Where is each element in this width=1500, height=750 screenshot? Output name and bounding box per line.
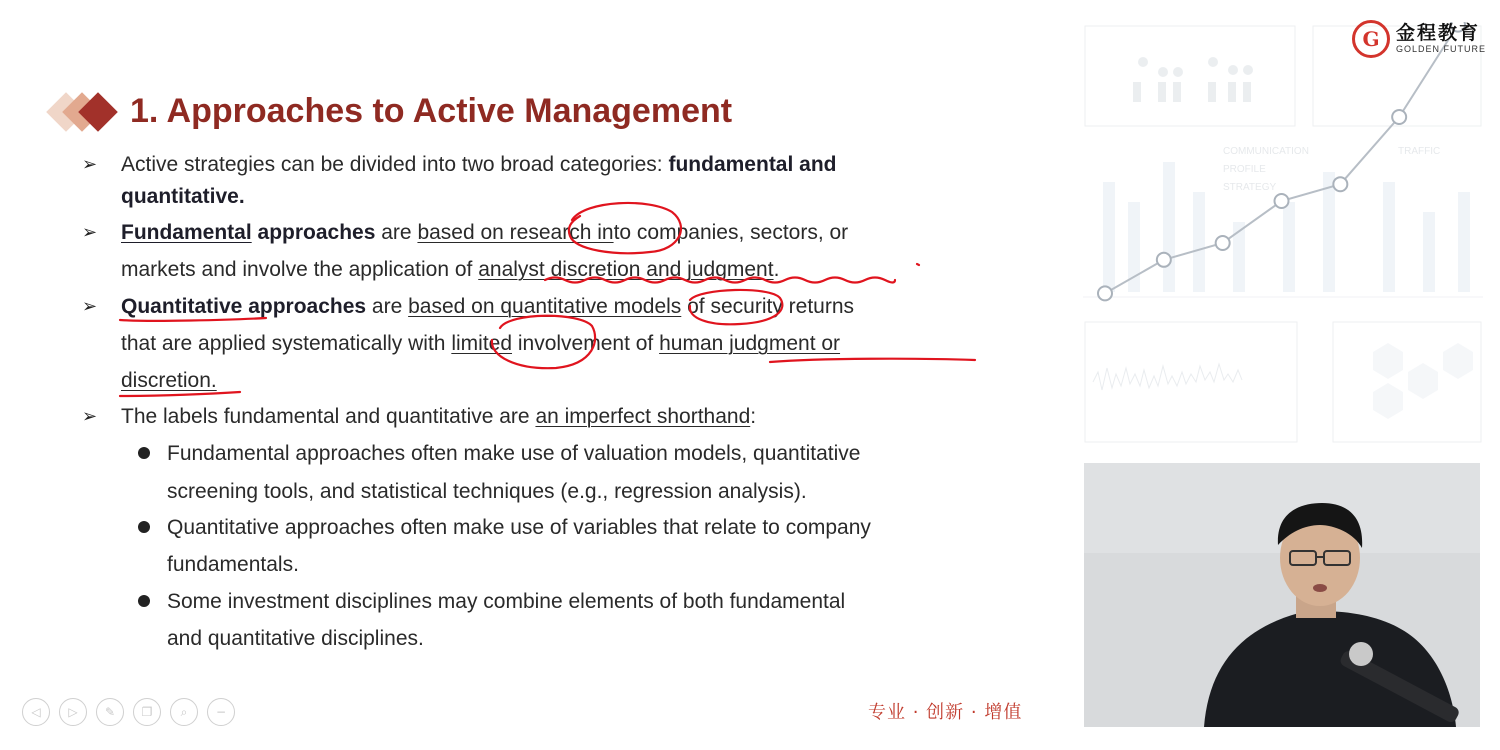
bullet-1-line-2 <box>121 178 245 215</box>
bullet-bold-text: fundamental and <box>668 153 837 176</box>
slide-title: 1. Approaches to Active Management <box>130 92 733 130</box>
underlined-text: human judgment or <box>659 332 841 355</box>
bullet-2-line-2 <box>121 251 779 288</box>
bullet-text: markets and involve the application of <box>121 258 479 281</box>
arrow-bullet-icon: ➢ <box>82 296 98 316</box>
bullet-bold-text: Quantitative approaches <box>121 295 367 318</box>
bullet-text: : <box>750 405 757 428</box>
decorative-background-panel <box>1083 22 1483 452</box>
decor-line-point <box>1157 253 1171 267</box>
decor-line-point <box>1216 236 1230 250</box>
underlined-text: based on research in <box>417 221 614 244</box>
bullet-text: to companies, sectors, or <box>613 221 849 244</box>
decor-line-point <box>1098 286 1112 300</box>
underlined-text: discretion. <box>121 369 217 392</box>
bullet-bold-text: quantitative. <box>121 185 245 208</box>
underlined-text: based on quantitative models <box>408 295 682 318</box>
bullet-text: of security returns <box>681 295 855 318</box>
sub-bullet-2: Quantitative approaches often make use of variables that relate to company <box>167 516 871 539</box>
decor-label: STRATEGY <box>1223 182 1277 193</box>
bullet-text: are <box>375 221 418 244</box>
sub-bullet-3: Some investment disciplines may combine elements of both fundamental <box>167 590 846 613</box>
underlined-text: analyst discretion and judgment <box>478 258 774 281</box>
logo-mark-icon: G <box>1352 20 1390 58</box>
arrow-bullet-icon: ➢ <box>82 406 98 426</box>
bullet-3-line-2 <box>121 325 840 362</box>
logo-name-cn: 金程教育 <box>1396 23 1481 44</box>
zoom-icon[interactable]: ⌕ <box>170 698 198 726</box>
bullet-3-line-3 <box>121 362 217 399</box>
decor-label: COMMUNICATION <box>1223 146 1309 157</box>
copy-icon[interactable]: ❐ <box>133 698 161 726</box>
menu-icon[interactable]: − <box>207 698 235 726</box>
bullet-text: Active strategies can be divided into two broad categories: <box>121 153 669 176</box>
decor-line-point <box>1333 177 1347 191</box>
bullet-text: involvement of <box>512 332 660 355</box>
decor-line-point <box>1275 194 1289 208</box>
decor-label: PROFILE <box>1223 164 1266 175</box>
pen-icon[interactable]: ✎ <box>96 698 124 726</box>
slide-nav-toolbar <box>22 698 235 726</box>
decor-line-point <box>1392 110 1406 124</box>
golden-future-logo <box>1352 20 1486 58</box>
decor-line-chart <box>1098 22 1465 300</box>
bullet-text: are <box>366 295 409 318</box>
bullet-bold-text: Fundamental <box>121 221 252 244</box>
next-icon[interactable]: ▷ <box>59 698 87 726</box>
bullet-text: The labels fundamental and quantitative are <box>121 405 536 428</box>
dot-bullet-icon <box>138 521 150 533</box>
underlined-text: limited <box>451 332 513 355</box>
bullet-4 <box>121 398 756 435</box>
underlined-text: an imperfect shorthand <box>535 405 751 428</box>
sub-bullet-2-line-2: fundamentals. <box>167 553 299 576</box>
logo-name-en: GOLDEN FUTURE <box>1396 44 1487 54</box>
presenter-video <box>1084 463 1480 727</box>
arrow-bullet-icon: ➢ <box>82 154 98 174</box>
bullet-3 <box>121 288 854 325</box>
prev-icon[interactable]: ◁ <box>22 698 50 726</box>
sub-bullet-1: Fundamental approaches often make use of valuation models, quantitative <box>167 442 861 465</box>
sub-bullet-3-line-2: and quantitative disciplines. <box>167 627 424 650</box>
bullet-text: . <box>773 258 780 281</box>
decor-line-path <box>1105 25 1458 294</box>
dot-bullet-icon <box>138 595 150 607</box>
bullet-bold-text: approaches <box>251 221 376 244</box>
decor-label: TRAFFIC <box>1398 146 1441 157</box>
bullet-2 <box>121 214 848 251</box>
sub-bullet-1-line-2: screening tools, and statistical techniques (e.g., regression analysis). <box>167 480 807 503</box>
dot-bullet-icon <box>138 447 150 459</box>
presenter-image <box>1084 463 1480 727</box>
bullet-text: that are applied systematically with <box>121 332 452 355</box>
slogan: 专业 · 创新 · 增值 <box>868 702 1023 723</box>
arrow-bullet-icon: ➢ <box>82 222 98 242</box>
